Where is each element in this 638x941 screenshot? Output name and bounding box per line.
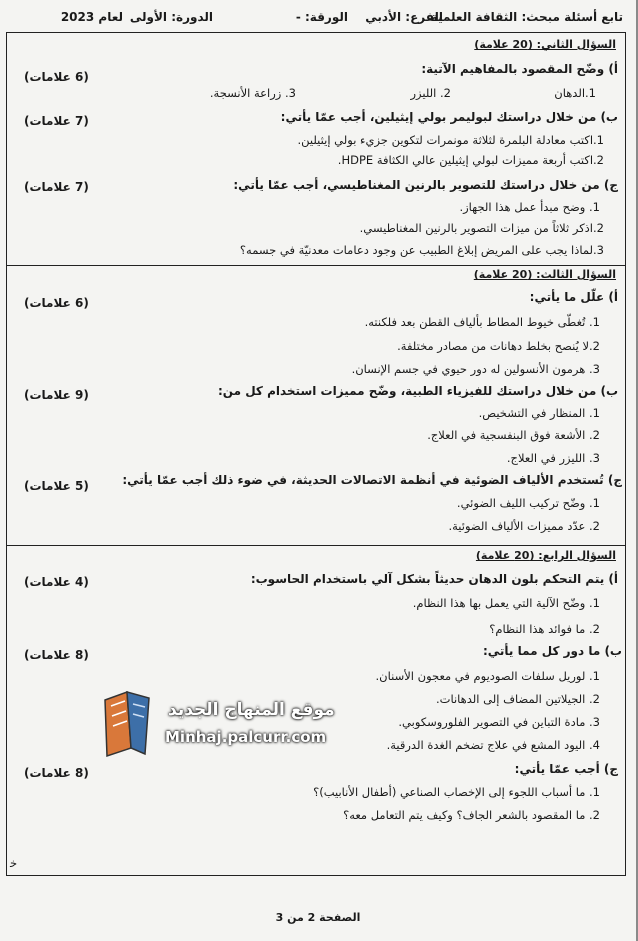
q2-title: السؤال الثاني: (20 علامة)	[474, 38, 616, 51]
corner-mark: ﺧ	[10, 856, 18, 870]
section-divider	[6, 545, 626, 546]
q3-c-text: ج) تُستخدم الألياف الضوئية في أنظمة الاتصالات الحديثة، في ضوء ذلك أجب عمّا يأتي:	[122, 473, 622, 487]
q3-a-item-2: 2.لا يُنصح بخلط دهانات من مصادر مختلفة.	[397, 339, 600, 353]
watermark-url: Minhaj.palcurr.com	[165, 728, 327, 746]
q2-b-marks: (7 علامات)	[24, 114, 89, 128]
page-footer: الصفحة 2 من 3	[275, 911, 361, 924]
q4-a-marks: (4 علامات)	[24, 575, 89, 589]
q4-c-marks: (8 علامات)	[24, 766, 89, 780]
q4-a-text: أ) يتم التحكم بلون الدهان حديثاً بشكل آلي باستخدام الحاسوب:	[250, 572, 618, 586]
q4-c-text: ج) أجب عمّا يأتي:	[514, 762, 618, 776]
q3-a-item-3: 3. هرمون الأنسولين له دور حيوي في جسم الإنسان.	[351, 362, 600, 376]
q2-a-item-2: 2. الليزر	[410, 86, 451, 100]
page-header	[10, 2, 628, 32]
q4-c-item-1: 1. ما أسباب اللجوء إلى الإخصاب الصناعي (أطفال الأنابيب)؟	[313, 785, 600, 799]
header-branch: الفرع: الأدبي	[365, 10, 443, 24]
q2-a-marks: (6 علامات)	[24, 70, 89, 84]
q4-a-item-1: 1. وضّح الآلية التي يعمل بها هذا النظام.	[412, 596, 600, 610]
q3-b-item-2: 2. الأشعة فوق البنفسجية في العلاج.	[427, 428, 600, 442]
q3-b-item-1: 1. المنظار في التشخيص.	[478, 406, 600, 420]
book-logo-icon	[97, 690, 157, 758]
header-exam: تابع أسئلة مبحث: الثقافة العلمية	[430, 10, 623, 24]
header-year: لعام 2023	[60, 10, 123, 24]
q3-b-item-3: 3. الليزر في العلاج.	[506, 451, 600, 465]
q2-c-marks: (7 علامات)	[24, 180, 89, 194]
q3-b-marks: (9 علامات)	[24, 388, 89, 402]
watermark-title: موقع المنهاج الجديد	[168, 700, 335, 720]
q2-b-item-2: 2.اكتب أربعة مميزات لبولي إيثيلين عالي الكثافة HDPE.	[337, 153, 604, 167]
q2-c-item-1: 1. وضح مبدأ عمل هذا الجهاز.	[459, 200, 600, 214]
q3-c-marks: (5 علامات)	[24, 479, 89, 493]
q2-b-item-1: 1.اكتب معادلة البلمرة لثلاثة مونمرات لتكوين جزيء بولي إيثيلين.	[297, 133, 604, 147]
q4-b-item-1: 1. لوريل سلفات الصوديوم في معجون الأسنان.	[375, 669, 600, 683]
q3-b-text: ب) من خلال دراستك للفيزياء الطبية، وضّح مميزات استخدام كل من:	[218, 384, 618, 398]
q3-title: السؤال الثالث: (20 علامة)	[473, 268, 616, 281]
q4-b-item-4: 4. اليود المشع في علاج تضخم الغدة الدرقية.	[386, 738, 600, 752]
q4-c-item-2: 2. ما المقصود بالشعر الجاف؟ وكيف يتم التعامل معه؟	[343, 808, 600, 822]
q4-title: السؤال الرابع: (20 علامة)	[475, 549, 616, 562]
q4-b-marks: (8 علامات)	[24, 648, 89, 662]
q3-c-item-1: 1. وضّح تركيب الليف الضوئي.	[456, 496, 600, 510]
section-divider	[6, 265, 626, 266]
q4-b-text: ب) ما دور كل مما يأتي:	[482, 644, 622, 658]
header-paper: الورقة: -	[295, 10, 348, 24]
header-session: الدورة: الأولى	[129, 10, 213, 24]
q4-b-item-2: 2. الجيلاتين المضاف إلى الدهانات.	[435, 692, 600, 706]
q3-a-text: أ) علّل ما يأتي:	[529, 290, 618, 304]
q3-a-item-1: 1. تُغطّى خيوط المطاط بألياف القطن بعد فلكنته.	[364, 315, 600, 329]
q2-b-text: ب) من خلال دراستك لبوليمر بولي إيثيلين، أجب عمّا يأتي:	[280, 110, 618, 124]
q2-a-text: أ) وضّح المقصود بالمفاهيم الآتية:	[421, 62, 618, 76]
q2-a-item-1: 1.الدهان	[554, 86, 596, 100]
q2-a-item-3: 3. زراعة الأنسجة.	[209, 86, 296, 100]
q2-c-text: ج) من خلال دراستك للتصوير بالرنين المغناطيسي، أجب عمّا يأتي:	[233, 178, 618, 192]
q2-c-item-3: 3.لماذا يجب على المريض إبلاغ الطبيب عن وجود دعامات معدنيّة في جسمه؟	[239, 243, 604, 257]
q4-a-item-2: 2. ما فوائد هذا النظام؟	[489, 622, 600, 636]
q3-c-item-2: 2. عدّد مميزات الألياف الضوئية.	[448, 519, 600, 533]
q2-c-item-2: 2.اذكر ثلاثاً من ميزات التصوير بالرنين المغناطيسي.	[359, 221, 604, 235]
q3-a-marks: (6 علامات)	[24, 296, 89, 310]
q4-b-item-3: 3. مادة التباين في التصوير الفلوروسكوبي.	[398, 715, 600, 729]
